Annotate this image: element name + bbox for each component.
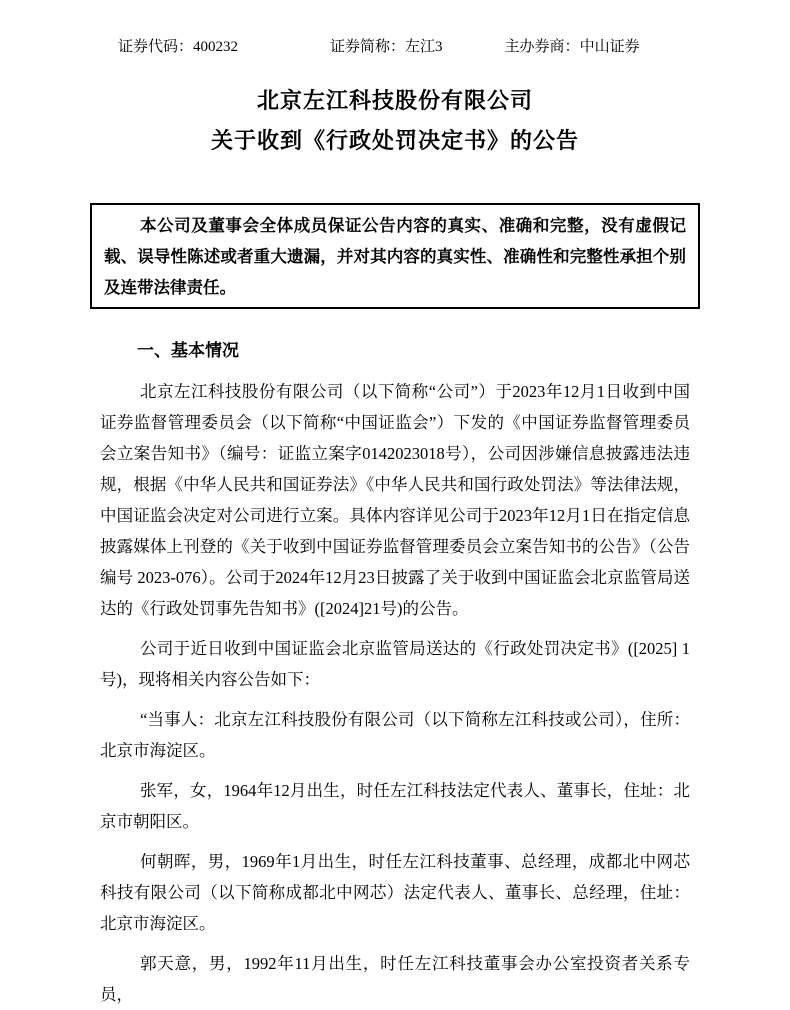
stock-short-name-label: 证券简称： (330, 39, 406, 55)
document-title-company: 北京左江科技股份有限公司 (256, 88, 533, 113)
disclaimer-text: 本公司及董事会全体成员保证公告内容的真实、准确和完整，没有虚假记载、误导性陈述或者重大遗漏，并对其内容的真实性、准确性和完整性承担个别及连带法律责任。 (104, 216, 686, 297)
section-heading-basic-info: 一、基本情况 (137, 341, 239, 360)
paragraph-party-company: “当事人：北京左江科技股份有限公司（以下简称左江科技或公司），住所：北京市海淀区。 (100, 710, 690, 760)
stock-code-label: 证券代码： (118, 39, 194, 55)
stock-code-value: 400232 (193, 39, 239, 55)
sponsor-broker (505, 38, 640, 56)
sponsor-broker-value: 中山证券 (579, 39, 640, 55)
disclaimer-box (90, 203, 700, 309)
stock-short-name-value: 左江3 (405, 39, 443, 55)
paragraph-penalty-decision-received: 公司于近日收到中国证监会北京监管局送达的《行政处罚决定书》([2025] 1号)，现将相关内容公告如下： (100, 639, 690, 689)
stock-code (118, 38, 238, 56)
document-header (100, 38, 690, 56)
document-title-subject: 关于收到《行政处罚决定书》的公告 (210, 128, 579, 153)
paragraph-party-zhangjun: 张军，女，1964年12月出生，时任左江科技法定代表人、董事长，住址：北京市朝阳区。 (100, 781, 690, 831)
paragraph-party-guotianyi: 郭天意，男，1992年11月出生，时任左江科技董事会办公室投资者关系专员， (100, 954, 690, 1004)
sponsor-broker-label: 主办券商： (504, 39, 580, 55)
stock-short-name (330, 38, 443, 56)
paragraph-case-filing-notice: 北京左江科技股份有限公司（以下简称“公司”）于2023年12月1日收到中国证券监督管理委员会（以下简称“中国证监会”）下发的《中国证券监督管理委员会立案告知书》（编号：证监立案字0142023018号），公司因涉嫌信息披露违法违规，根据《中华人民共和国证券法》《中华人民共和国行政处罚法》等法律法规，中国证监会决定对公司进行立案。具体内容详见公司于2023年12月1日在指定信息披露媒体上刊登的《关于收到中国证券监督管理委员会立案告知书的公告》（公告编号 2023-076）。公司于2024年12月23日披露了关于收到中国证监会北京监管局送达的《行政处罚事先告知书》([2024]21号)的公告。 (100, 382, 690, 618)
paragraph-party-hezhaohui: 何朝晖，男，1969年1月出生，时任左江科技董事、总经理，成都北中网芯科技有限公司（以下简称成都北中网芯）法定代表人、董事长、总经理，住址：北京市海淀区。 (100, 852, 690, 933)
